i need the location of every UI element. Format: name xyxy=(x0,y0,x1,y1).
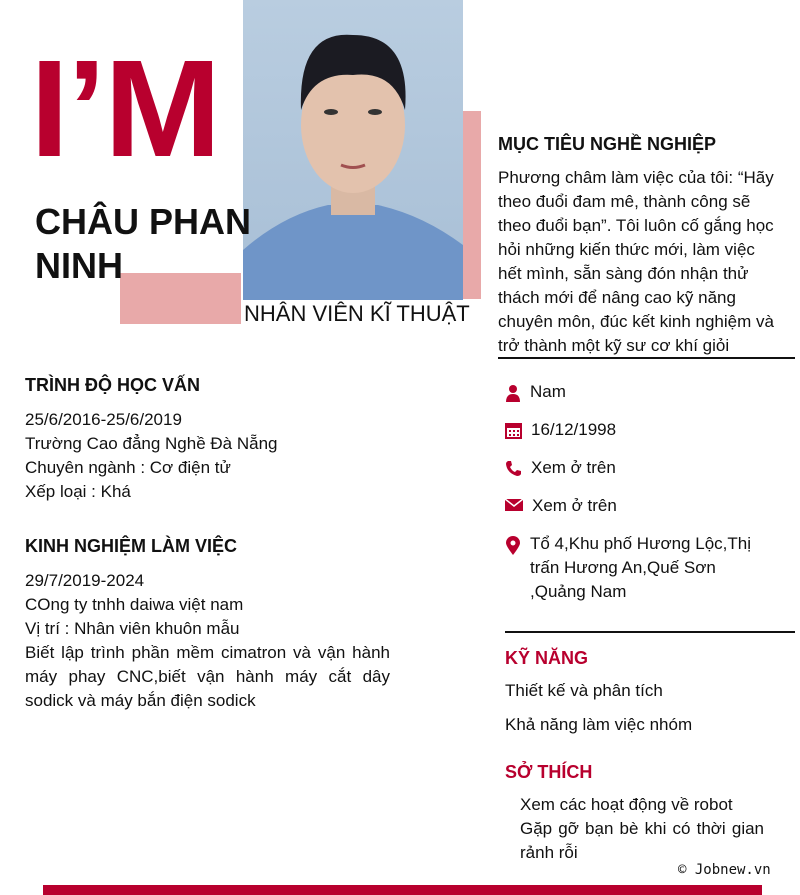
objective-title: MỤC TIÊU NGHỀ NGHIỆP xyxy=(498,134,717,154)
person-icon xyxy=(505,384,521,402)
experience-line: 29/7/2019-2024 xyxy=(25,571,145,590)
contact-email xyxy=(505,494,775,518)
calendar-icon xyxy=(505,422,522,439)
watermark: © Jobnew.vn xyxy=(678,862,771,878)
contact-address xyxy=(505,532,775,604)
footer-bar xyxy=(43,885,762,895)
experience-line: COng ty tnhh daiwa việt nam xyxy=(25,595,244,614)
education-line: Trường Cao đẳng Nghề Đà Nẵng xyxy=(25,434,278,453)
contact-gender xyxy=(505,380,775,404)
decor-block xyxy=(463,111,481,299)
skill-item: Thiết kế và phân tích xyxy=(505,681,663,700)
hobbies-title: SỞ THÍCH xyxy=(505,762,593,782)
im-heading: I’M xyxy=(30,32,220,186)
education-title: TRÌNH ĐỘ HỌC VẤN xyxy=(25,375,200,395)
experience-details xyxy=(25,569,390,713)
hobby-item: Xem các hoạt động về robot xyxy=(520,795,733,814)
education-details xyxy=(25,408,395,504)
divider xyxy=(505,631,795,633)
phone-value: Xem ở trên xyxy=(531,458,616,477)
experience-title: KINH NGHIỆM LÀM VIỆC xyxy=(25,536,238,556)
job-title: NHÂN VIÊN KĨ THUẬT xyxy=(244,301,470,326)
envelope-icon xyxy=(505,498,523,512)
education-line: 25/6/2016-25/6/2019 xyxy=(25,410,182,429)
contact-dob xyxy=(505,418,775,442)
experience-description: Biết lập trình phần mềm cimatron và vận hành máy phay CNC,biết vận hành máy cắt dây sodick và máy bắn điện sodick xyxy=(25,643,390,710)
experience-line: Vị trí : Nhân viên khuôn mẫu xyxy=(25,619,240,638)
phone-icon xyxy=(505,460,522,477)
address-value: Tổ 4,Khu phố Hương Lộc,Thị trấn Hương An,Quế Sơn ,Quảng Nam xyxy=(530,534,751,601)
profile-photo xyxy=(243,0,463,300)
contact-phone xyxy=(505,456,775,480)
dob-value: 16/12/1998 xyxy=(531,420,617,439)
full-name: CHÂU PHAN NINH xyxy=(35,201,251,286)
hobby-item: Gặp gỡ bạn bè khi có thời gian rảnh rỗi xyxy=(520,819,764,862)
education-line: Chuyên ngành : Cơ điện tử xyxy=(25,458,231,477)
email-value: Xem ở trên xyxy=(532,496,617,515)
skill-item: Khả năng làm việc nhóm xyxy=(505,715,693,734)
location-pin-icon xyxy=(505,536,521,555)
education-line: Xếp loại : Khá xyxy=(25,482,131,501)
objective-text: Phương châm làm việc của tôi: “Hãy theo đuổi đam mê, thành công sẽ theo đuổi bạn”. Tôi luôn cố gắng học hỏi những kiến thức mới, làm việc hết mình, sẵn sàng đón nhận thử thách mới để nâng cao kỹ năng chuyên môn, đúc kết kinh nghiệm và trở thành một kỹ sư cơ khí giỏi xyxy=(498,168,774,355)
gender-value: Nam xyxy=(530,382,566,401)
skills-title: KỸ NĂNG xyxy=(505,648,589,668)
divider xyxy=(498,357,795,359)
